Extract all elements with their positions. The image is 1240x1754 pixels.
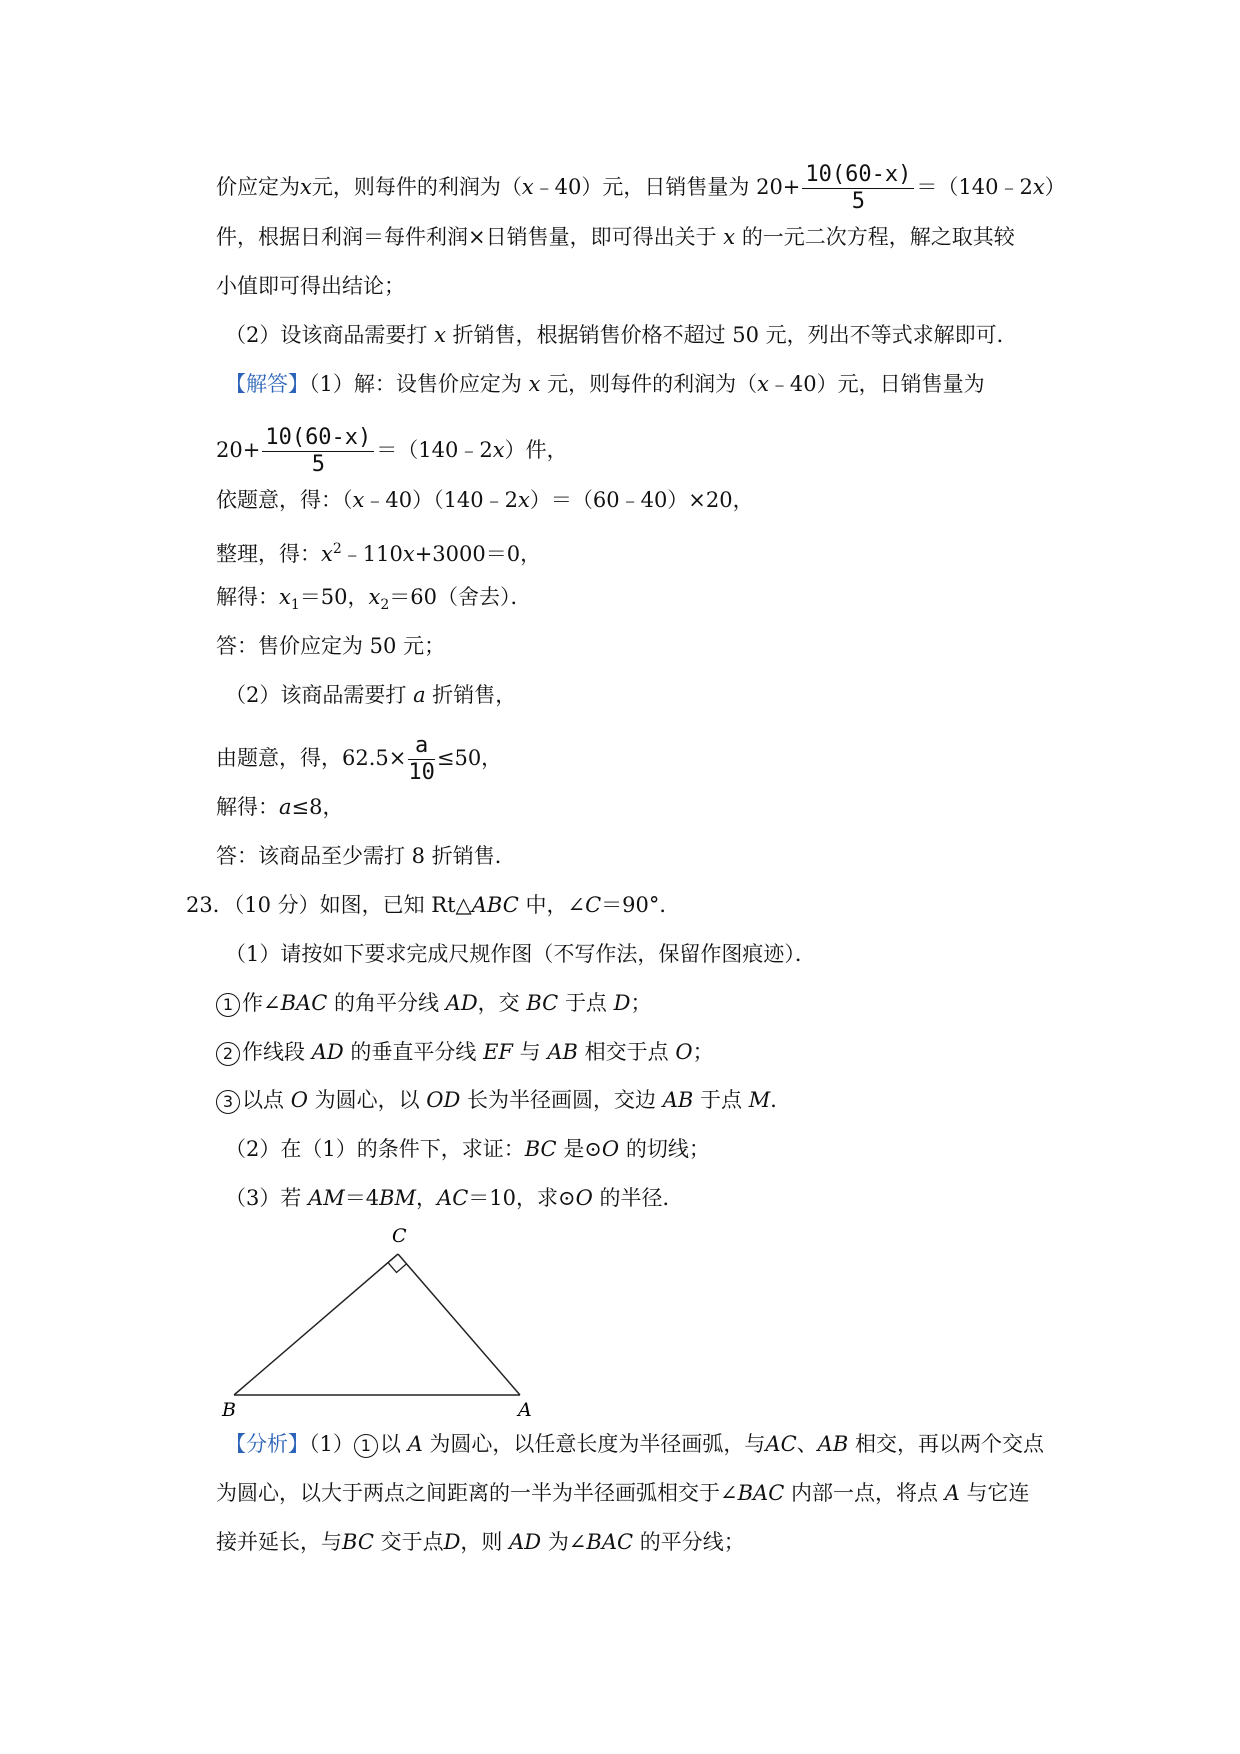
text: ）＝（60﹣40）×20，	[529, 488, 754, 512]
label-c: C	[392, 1225, 407, 1247]
question-23-part-1: （1）请按如下要求完成尺规作图（不写作法，保留作图痕迹）．	[225, 942, 816, 966]
text: 以	[379, 1432, 401, 1456]
var: AC	[765, 1432, 797, 1456]
var: x	[723, 225, 736, 249]
text: ＝50，	[299, 585, 369, 609]
var: AB	[817, 1432, 849, 1456]
text: ﹣40）（140﹣2	[364, 488, 519, 512]
fraction-denominator: 5	[851, 189, 866, 214]
text: ）件，	[504, 438, 568, 462]
answer-tag: 【解答】	[225, 372, 309, 396]
var: x	[528, 372, 541, 396]
analysis-prev-line-4	[225, 320, 1018, 350]
analysis-prev-line-3: 小值即可得出结论；	[216, 274, 405, 298]
var: x	[368, 585, 381, 609]
text: （2）该商品需要打	[225, 683, 407, 707]
text: 内部一点，将点	[790, 1481, 938, 1505]
label-b: B	[222, 1399, 236, 1421]
text: ＝60（舍去）．	[389, 585, 532, 609]
fraction-denominator: 5	[311, 452, 325, 477]
var: O	[290, 1088, 308, 1112]
subscript: 1	[290, 597, 300, 614]
subscript: 2	[380, 597, 390, 614]
text: ﹣110	[341, 542, 403, 566]
analysis-tag: 【分析】	[225, 1432, 309, 1456]
var: x	[521, 175, 534, 199]
fraction-numerator: 10(60-x)	[262, 425, 374, 452]
question-23-part-2	[225, 1134, 710, 1164]
var: a	[413, 683, 426, 707]
label-a: A	[518, 1399, 532, 1421]
text: 作线段	[242, 1040, 305, 1064]
text: 中，∠	[525, 893, 586, 917]
text: 为∠	[547, 1530, 587, 1554]
answer-line-5	[216, 582, 532, 620]
text: 接并延长，与	[216, 1530, 342, 1554]
text: 于点	[700, 1088, 743, 1112]
var: O	[575, 1186, 593, 1210]
text: 、	[796, 1432, 818, 1456]
answer-line-6: 答：售价应定为 50 元；	[216, 634, 446, 658]
text: ，交	[477, 991, 520, 1015]
answer-line-3	[216, 485, 754, 515]
var: AD	[509, 1530, 542, 1554]
var: C	[585, 893, 602, 917]
analysis-prev-line-2	[216, 222, 1015, 252]
text: 相交于点	[584, 1040, 669, 1064]
answer-line-10: 答：该商品至少需打 8 折销售．	[216, 844, 516, 868]
text: 依题意，得：（	[216, 488, 353, 512]
var: AD	[311, 1040, 344, 1064]
text: 为圆心，以任意长度为半径画弧，与	[429, 1432, 766, 1456]
var: BC	[526, 991, 559, 1015]
fraction-numerator: a	[408, 733, 435, 760]
var: x	[402, 542, 415, 566]
text: 价应定为	[216, 175, 300, 199]
text: （2）设该商品需要打	[225, 323, 428, 347]
text: ．	[770, 1088, 792, 1112]
var: x	[757, 372, 769, 396]
text: 以点	[242, 1088, 284, 1112]
question-23-step-3	[216, 1085, 791, 1115]
fraction-3	[408, 733, 435, 786]
text: ﹣40）元，日销售量为	[768, 372, 985, 396]
var: A	[944, 1481, 960, 1505]
text: 与它连	[966, 1481, 1030, 1505]
text: 件，根据日利润＝每件利润×日销售量，即可得出关于	[216, 225, 717, 249]
var: x	[1032, 175, 1045, 199]
answer-line-2	[216, 425, 568, 478]
text: 与	[519, 1040, 541, 1064]
question-23-heading	[186, 890, 680, 920]
text: （1）解：设售价应定为	[309, 372, 522, 396]
var: x	[492, 438, 505, 462]
var: x	[434, 323, 446, 347]
side-ca	[398, 1254, 520, 1395]
var: BAC	[280, 991, 328, 1015]
text: 由题意，得，62.5×	[216, 746, 407, 770]
text: 20+	[216, 438, 261, 462]
text: ≤50，	[436, 746, 503, 770]
var: AB	[662, 1088, 694, 1112]
question-23-step-2	[216, 1037, 714, 1067]
answer-line-8	[216, 733, 502, 786]
var: x	[300, 175, 312, 199]
text: ＝90°．	[601, 893, 681, 917]
analysis-line-3	[216, 1527, 745, 1557]
circled-number: 1	[354, 1434, 378, 1458]
var: ABC	[471, 893, 519, 917]
text: 元，则每件的利润为（	[547, 372, 758, 396]
fraction-numerator: 10(60-x)	[802, 162, 914, 189]
text: ，则	[460, 1530, 503, 1554]
text: 整理，得：	[216, 542, 321, 566]
superscript: 2	[332, 541, 342, 557]
var: D	[613, 991, 631, 1015]
text: （3）若	[225, 1186, 302, 1210]
var: x	[279, 585, 291, 609]
text: 解得：	[216, 585, 279, 609]
var: x	[321, 542, 333, 566]
var: x	[518, 488, 530, 512]
answer-line-1	[225, 369, 985, 399]
var: BM	[379, 1186, 417, 1210]
text: （1）	[309, 1432, 354, 1456]
var: OD	[426, 1088, 461, 1112]
triangle-figure	[210, 1222, 540, 1422]
text: 解得：	[216, 795, 279, 819]
fraction-1	[802, 162, 914, 215]
text: 长为半径画圆，交边	[467, 1088, 657, 1112]
question-23-step-1	[216, 988, 651, 1018]
text: （2）在（1）的条件下，求证：	[225, 1137, 525, 1161]
text: ）	[1044, 175, 1066, 199]
var: EF	[483, 1040, 513, 1064]
text: ＝10，求⊙	[468, 1186, 576, 1210]
var: O	[675, 1040, 693, 1064]
var: AB	[547, 1040, 578, 1064]
text: +3000＝0，	[414, 542, 542, 566]
text: 折销售，根据销售价格不超过 50 元，列出不等式求解即可．	[452, 323, 1018, 347]
text: 于点	[564, 991, 607, 1015]
var: AC	[437, 1186, 469, 1210]
right-angle-mark	[388, 1263, 406, 1273]
text: ＝（140﹣2	[916, 175, 1033, 199]
var: M	[748, 1088, 771, 1112]
text: 元，则每件的利润为（	[311, 175, 522, 199]
fraction-denominator: 10	[408, 760, 435, 785]
analysis-prev-line-1	[216, 162, 1066, 215]
text: ；	[630, 991, 652, 1015]
text: ，	[416, 1186, 438, 1210]
circled-number: 2	[216, 1042, 240, 1066]
text: 的平分线；	[639, 1530, 745, 1554]
text: 的半径．	[599, 1186, 684, 1210]
var: O	[601, 1137, 620, 1161]
var: BAC	[737, 1481, 785, 1505]
fraction-2	[262, 425, 374, 478]
text: ；	[692, 1040, 714, 1064]
text: 作∠	[242, 991, 281, 1015]
text: 的一元二次方程，解之取其较	[741, 225, 1015, 249]
var: BC	[342, 1530, 374, 1554]
var: AM	[308, 1186, 345, 1210]
text: 为圆心，以	[314, 1088, 420, 1112]
var: BC	[524, 1137, 557, 1161]
var: x	[352, 488, 365, 512]
side-bc	[234, 1254, 398, 1395]
text: 的角平分线	[333, 991, 439, 1015]
text: ﹣40）元，日销售量为 20+	[533, 175, 801, 199]
analysis-line-1	[225, 1429, 1044, 1459]
text: 为圆心，以大于两点之间距离的一半为半径画弧相交于∠	[216, 1481, 738, 1505]
circled-number: 3	[216, 1090, 240, 1114]
answer-line-9	[216, 792, 344, 822]
text: 折销售，	[432, 683, 517, 707]
text: 交于点	[380, 1530, 444, 1554]
text: 23．（10 分）如图，已知 Rt△	[186, 893, 472, 917]
text: ＝（140﹣2	[376, 438, 493, 462]
text: 相交，再以两个交点	[854, 1432, 1044, 1456]
var: A	[407, 1432, 423, 1456]
question-23-part-3	[225, 1183, 684, 1213]
var: AD	[445, 991, 478, 1015]
var: BAC	[586, 1530, 634, 1554]
circled-number: 1	[216, 993, 240, 1017]
var: D	[443, 1530, 461, 1554]
text: 的切线；	[625, 1137, 710, 1161]
answer-line-4	[216, 534, 541, 569]
var: a	[279, 795, 292, 819]
text: ≤8，	[291, 795, 344, 819]
text: 的垂直平分线	[350, 1040, 477, 1064]
text: 是⊙	[563, 1137, 602, 1161]
text: ＝4	[344, 1186, 380, 1210]
analysis-line-2	[216, 1478, 1030, 1508]
answer-line-7	[225, 680, 516, 710]
